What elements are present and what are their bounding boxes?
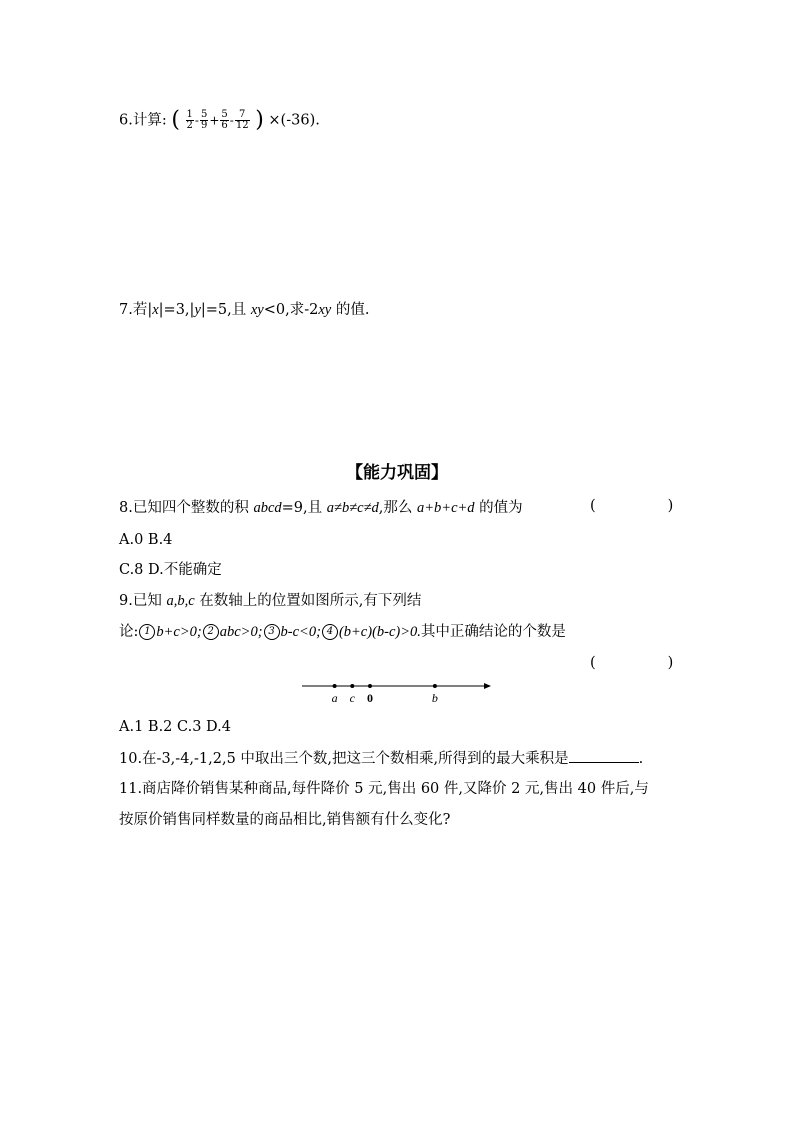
number-line-point-a: [333, 684, 337, 688]
q8-var-abcd: abcd: [253, 500, 282, 516]
q8-text: 的值为: [474, 500, 523, 516]
q7-var-x: x: [152, 302, 159, 318]
number-line-point-b: [433, 684, 437, 688]
question-11-line-2: 按原价销售同样数量的商品相比,销售额有什么变化?: [119, 812, 451, 828]
q8-text: =9,且: [281, 500, 327, 516]
q9-answer-slot[interactable]: [590, 655, 673, 671]
question-11-line-1: 11.商店降价销售某种商品,每件降价 5 元,售出 60 件,又降价 2 元,售出 40 件后,与: [119, 781, 649, 797]
circled-number-3: 3: [264, 624, 280, 640]
q10-end: .: [638, 751, 644, 767]
q8-sum-expression: a+b+c+d: [417, 500, 475, 516]
q6-op-3: -: [229, 113, 234, 128]
question-9-line-2: [119, 622, 566, 642]
q8-text: ,那么: [378, 500, 418, 516]
q8-text: 8.已知四个整数的积: [119, 500, 254, 516]
q9-conclusion-4: (b+c)(b-c)>0.: [338, 624, 421, 640]
number-line-label-c: c: [349, 691, 355, 705]
q8-inequality: a≠b≠c≠d: [326, 500, 379, 516]
q6-paren-open: (: [171, 107, 180, 133]
q7-text: 的值.: [331, 302, 370, 318]
q6-fraction-1: $\frac{1}{2}$: [186, 109, 193, 131]
number-line-label-a: a: [331, 691, 338, 705]
circled-number-1: 1: [139, 624, 155, 640]
q7-text: |=5,且: [200, 302, 251, 318]
q9-text: 论:: [119, 624, 139, 640]
q7-text: 7.若|: [119, 302, 153, 318]
q9-conclusion-3: b-c<0;: [280, 624, 321, 640]
q9-options: A.1 B.2 C.3 D.4: [119, 719, 231, 735]
q6-fraction-2: $\frac{5}{9}$: [200, 109, 208, 131]
q8-options-line-2: C.8 D.不能确定: [119, 562, 222, 578]
q9-paren-close: ): [667, 655, 674, 671]
number-line-label-zero: 0: [367, 691, 373, 705]
question-8: [119, 498, 523, 518]
q6-op-2: +: [209, 113, 220, 128]
q7-var-xy: xy: [250, 302, 264, 318]
q9-conclusion-2: abc>0;: [219, 624, 263, 640]
q6-fraction-3: $\frac{5}{6}$: [221, 109, 228, 131]
q6-suffix: ×(-36).: [268, 112, 320, 129]
q6-op-1: -: [194, 113, 199, 128]
question-10: [119, 748, 643, 769]
q9-conclusion-1: b+c>0;: [156, 624, 202, 640]
q8-answer-slot[interactable]: [590, 498, 673, 514]
q7-var-y: y: [194, 302, 201, 318]
q10-text: 10.在-3,-4,-1,2,5 中取出三个数,把这三个数相乘,所得到的最大乘积是: [119, 751, 569, 767]
q9-paren-open: (: [590, 655, 596, 671]
q7-var-xy: xy: [318, 302, 332, 318]
q8-paren-open: (: [590, 498, 596, 514]
number-line-label-b: b: [431, 691, 438, 705]
q8-paren-close: ): [667, 498, 674, 514]
q6-prefix: 6.计算:: [119, 112, 167, 129]
number-line-arrow: [484, 683, 491, 689]
q6-paren-close: ): [255, 107, 264, 133]
circled-number-4: 4: [322, 624, 338, 640]
q9-text: 9.已知: [119, 593, 167, 609]
q6-fraction-4: $\frac{7}{12}$: [235, 109, 249, 131]
number-line: [0, 678, 794, 708]
question-7: [119, 300, 369, 320]
q10-answer-blank[interactable]: [569, 748, 639, 763]
section-title: 【能力巩固】: [346, 463, 448, 483]
number-line-point-zero: [368, 684, 372, 688]
q9-vars: a,b,c: [166, 593, 195, 609]
circled-number-2: 2: [203, 624, 219, 640]
number-line-point-c: [350, 684, 354, 688]
q9-text: 在数轴上的位置如图所示,有下列结: [194, 593, 422, 609]
q7-text: |=3,|: [158, 302, 195, 318]
question-6: [119, 107, 320, 133]
q8-options-line-1: A.0 B.4: [119, 532, 173, 548]
q9-text: 其中正确结论的个数是: [420, 624, 566, 640]
question-9-line-1: [119, 591, 421, 611]
q7-text: <0,求-2: [263, 302, 319, 318]
